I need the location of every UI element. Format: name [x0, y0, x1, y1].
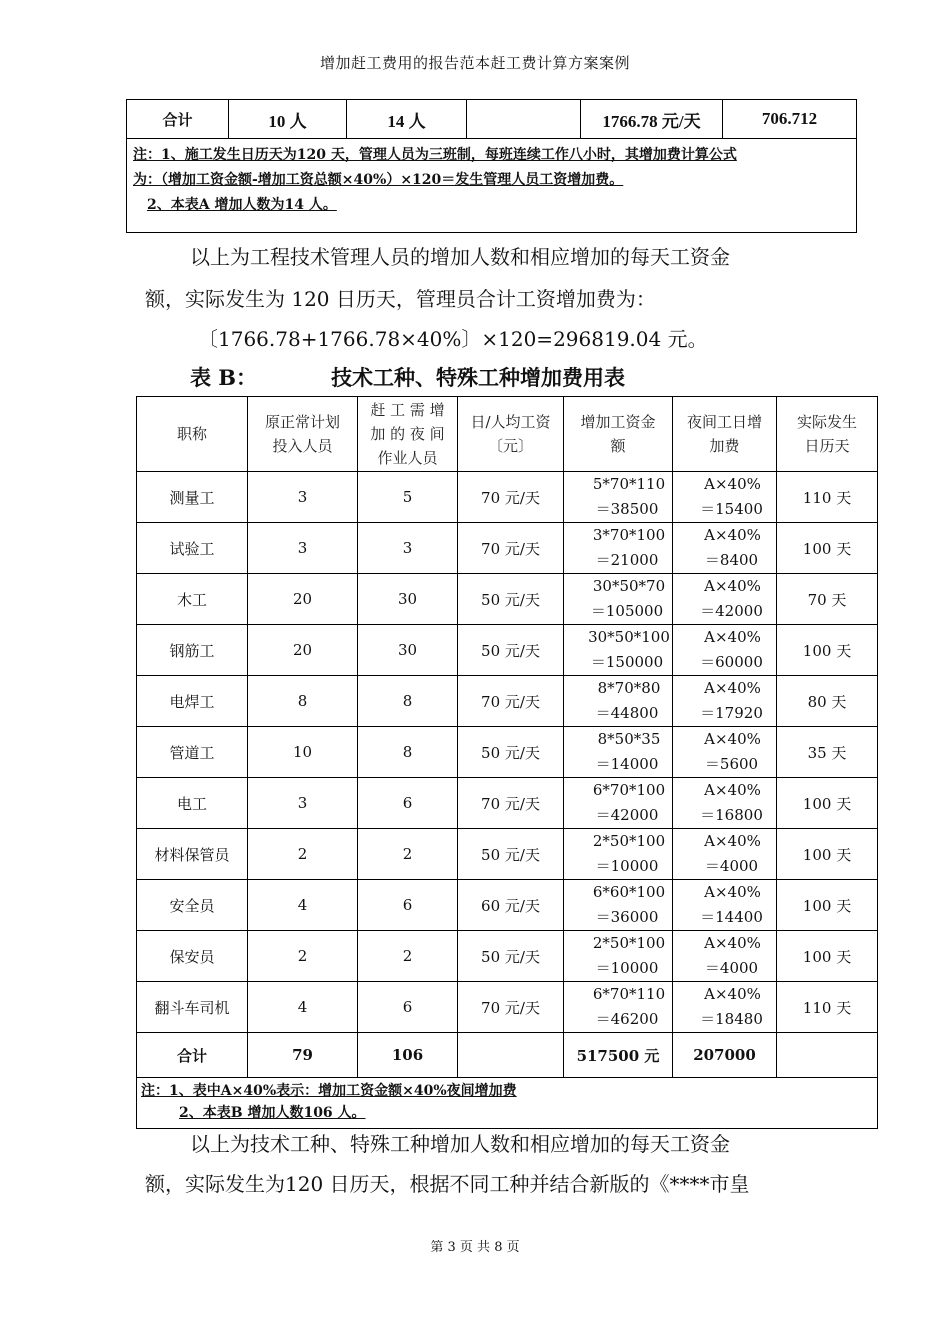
planned-cell — [248, 829, 358, 880]
table-a-total-cell — [467, 100, 581, 139]
daily-wage: 70 元/天 — [481, 692, 540, 711]
increase-cell — [564, 676, 673, 727]
header-text: 日历天 — [804, 437, 850, 455]
night-add-result: ＝60000 — [700, 653, 763, 671]
night-add-cell — [673, 931, 777, 982]
night-add-result: ＝16800 — [700, 806, 763, 824]
night-count: 8 — [402, 743, 413, 761]
increase-result: ＝10000 — [595, 857, 659, 875]
table-b-title-text: 技术工种、特殊工种增加费用表 — [331, 365, 626, 390]
table-a-note-line: 2、本表A 增加人数为14 人。 — [147, 197, 337, 213]
increase-result: ＝150000 — [590, 653, 664, 671]
actual-days: 110 天 — [802, 488, 852, 507]
table-b-header-row — [137, 397, 878, 472]
job-title-cell — [137, 982, 248, 1033]
night-add-formula: A×40% — [704, 526, 761, 544]
table-row — [137, 574, 878, 625]
paragraph-2-line: 以上为技术工种、特殊工种增加人数和相应增加的每天工资金 — [190, 1132, 730, 1156]
increase-cell — [564, 574, 673, 625]
job-title-cell — [137, 574, 248, 625]
increase-formula: 6*70*110 — [592, 985, 666, 1003]
table-b-header-cell — [358, 397, 458, 472]
night-count: 30 — [397, 641, 418, 659]
increase-result: ＝14000 — [595, 755, 659, 773]
job-title: 电工 — [176, 794, 207, 813]
night-count: 2 — [402, 947, 413, 965]
planned-cell — [248, 982, 358, 1033]
night-add-cell — [673, 982, 777, 1033]
header-text: 增加工资金 — [580, 413, 656, 431]
daily-wage: 50 元/天 — [481, 743, 540, 762]
table-row — [137, 880, 878, 931]
night-add-result: ＝15400 — [700, 500, 763, 518]
table-b-header-cell — [673, 397, 777, 472]
table-row — [137, 727, 878, 778]
table-row — [137, 472, 878, 523]
table-a-note-line: 注：1、施工发生日历天为120 天，管理人员为三班制，每班连续工作八小时，其增加费计算公式 — [133, 147, 737, 163]
total-value: 207000 — [693, 1046, 756, 1064]
actual-days: 100 天 — [802, 794, 852, 813]
total-cell — [564, 1033, 673, 1078]
total-value: 517500 元 — [576, 1046, 660, 1065]
actual-days: 110 天 — [802, 998, 852, 1017]
job-title: 试验工 — [169, 539, 215, 558]
header-text: 加 的 夜 间 — [370, 425, 445, 443]
job-title: 安全员 — [169, 896, 215, 915]
wage-cell — [458, 472, 564, 523]
wage-cell — [458, 880, 564, 931]
night-add-cell — [673, 574, 777, 625]
page-header: 增加赶工费用的报告范本赶工费计算方案案例 — [319, 54, 630, 72]
days-cell — [777, 523, 878, 574]
header-text: 日/人均工资 — [470, 413, 551, 431]
days-cell — [777, 931, 878, 982]
actual-days: 100 天 — [802, 539, 852, 558]
planned-cell — [248, 676, 358, 727]
table-row — [137, 982, 878, 1033]
planned-cell — [248, 523, 358, 574]
table-row — [137, 829, 878, 880]
increase-result: ＝46200 — [595, 1010, 659, 1028]
increase-cell — [564, 625, 673, 676]
night-add-result: ＝4000 — [704, 857, 759, 875]
table-a-total-cell: 706.712 — [723, 100, 857, 139]
night-add-cell — [673, 778, 777, 829]
job-title-cell — [137, 829, 248, 880]
planned-cell — [248, 778, 358, 829]
paragraph-1-line: 以上为工程技术管理人员的增加人数和相应增加的每天工资金 — [190, 245, 730, 269]
night-add-cell — [673, 625, 777, 676]
job-title: 测量工 — [169, 488, 215, 507]
increase-formula: 5*70*110 — [592, 475, 666, 493]
job-title: 保安员 — [169, 947, 215, 966]
increase-cell — [564, 829, 673, 880]
planned-count: 3 — [297, 539, 308, 557]
page-footer: 第 3 页 共 8 页 — [430, 1240, 520, 1255]
increase-cell — [564, 982, 673, 1033]
job-title: 翻斗车司机 — [154, 998, 230, 1017]
increase-result: ＝105000 — [590, 602, 664, 620]
night-cell — [358, 574, 458, 625]
job-title-cell — [137, 727, 248, 778]
total-cell — [673, 1033, 777, 1078]
table-b-notes — [137, 1078, 878, 1129]
total-cell — [358, 1033, 458, 1078]
table-row — [137, 523, 878, 574]
total-cell — [777, 1033, 878, 1078]
table-b-header-cell — [564, 397, 673, 472]
increase-formula: 6*70*100 — [592, 781, 666, 799]
planned-count: 4 — [297, 998, 308, 1016]
table-a-total-cell: 10 人 — [229, 100, 347, 139]
planned-cell — [248, 931, 358, 982]
job-title-cell — [137, 880, 248, 931]
increase-cell — [564, 727, 673, 778]
table-b-note-line: 2、本表B 增加人数106 人。 — [179, 1105, 366, 1121]
table-b-header-cell — [777, 397, 878, 472]
increase-result: ＝44800 — [595, 704, 659, 722]
header-text: 加费 — [709, 437, 740, 455]
table-b-total-row — [137, 1033, 878, 1078]
paragraph-2-line: 额，实际发生为120 日历天，根据不同工种并结合新版的《****市皇 — [145, 1172, 750, 1196]
wage-cell — [458, 727, 564, 778]
header-text: 职称 — [176, 425, 207, 443]
table-b-header-cell — [137, 397, 248, 472]
total-value: 合计 — [176, 1046, 207, 1065]
planned-cell — [248, 574, 358, 625]
night-cell — [358, 472, 458, 523]
night-count: 3 — [402, 539, 413, 557]
table-row — [137, 931, 878, 982]
wage-cell — [458, 523, 564, 574]
increase-formula: 30*50*100 — [588, 628, 670, 646]
table-a-total-cell: 1766.78 元/天 — [581, 100, 723, 139]
night-add-formula: A×40% — [704, 475, 761, 493]
daily-wage: 70 元/天 — [481, 488, 540, 507]
days-cell — [777, 676, 878, 727]
total-cell — [248, 1033, 358, 1078]
night-add-result: ＝18480 — [700, 1010, 763, 1028]
days-cell — [777, 982, 878, 1033]
job-title-cell — [137, 931, 248, 982]
table-b — [136, 396, 878, 1129]
days-cell — [777, 625, 878, 676]
actual-days: 80 天 — [807, 692, 847, 711]
planned-count: 8 — [297, 692, 308, 710]
daily-wage: 70 元/天 — [481, 794, 540, 813]
daily-wage: 60 元/天 — [481, 896, 540, 915]
night-add-cell — [673, 676, 777, 727]
night-cell — [358, 829, 458, 880]
increase-formula: 2*50*100 — [592, 832, 666, 850]
table-a-note-line: 为：（增加工资金额-增加工资总额×40%）×120＝发生管理人员工资增加费。 — [133, 172, 624, 188]
increase-cell — [564, 778, 673, 829]
job-title: 木工 — [176, 590, 207, 609]
wage-cell — [458, 931, 564, 982]
night-add-formula: A×40% — [704, 832, 761, 850]
wage-cell — [458, 829, 564, 880]
night-add-formula: A×40% — [704, 679, 761, 697]
job-title-cell — [137, 472, 248, 523]
actual-days: 100 天 — [802, 896, 852, 915]
planned-count: 10 — [292, 743, 313, 761]
planned-cell — [248, 727, 358, 778]
days-cell — [777, 574, 878, 625]
table-a-total-cell: 14 人 — [347, 100, 467, 139]
daily-wage: 70 元/天 — [481, 539, 540, 558]
increase-result: ＝42000 — [595, 806, 659, 824]
table-row — [137, 625, 878, 676]
night-count: 6 — [402, 794, 413, 812]
table-a — [126, 99, 857, 233]
daily-wage: 50 元/天 — [481, 641, 540, 660]
total-value: 106 — [391, 1046, 424, 1064]
increase-cell — [564, 880, 673, 931]
night-add-cell — [673, 880, 777, 931]
night-cell — [358, 931, 458, 982]
increase-formula: 2*50*100 — [592, 934, 666, 952]
increase-cell — [564, 523, 673, 574]
night-add-formula: A×40% — [704, 628, 761, 646]
planned-count: 2 — [297, 947, 308, 965]
wage-cell — [458, 676, 564, 727]
night-count: 5 — [402, 488, 413, 506]
increase-cell — [564, 472, 673, 523]
wage-cell — [458, 778, 564, 829]
increase-result: ＝10000 — [595, 959, 659, 977]
night-count: 8 — [402, 692, 413, 710]
table-a-total-row — [127, 100, 857, 139]
night-count: 6 — [402, 896, 413, 914]
night-add-cell — [673, 829, 777, 880]
total-cell — [458, 1033, 564, 1078]
night-cell — [358, 625, 458, 676]
night-add-formula: A×40% — [704, 985, 761, 1003]
night-cell — [358, 727, 458, 778]
increase-formula: 3*70*100 — [592, 526, 666, 544]
increase-result: ＝36000 — [595, 908, 659, 926]
header-text: 作业人员 — [377, 449, 438, 467]
daily-wage: 50 元/天 — [481, 590, 540, 609]
table-row — [137, 778, 878, 829]
job-title: 管道工 — [169, 743, 215, 762]
daily-wage: 50 元/天 — [481, 845, 540, 864]
total-value: 79 — [292, 1046, 313, 1064]
days-cell — [777, 778, 878, 829]
days-cell — [777, 472, 878, 523]
increase-result: ＝38500 — [595, 500, 659, 518]
planned-count: 3 — [297, 488, 308, 506]
table-b-note-row — [137, 1078, 878, 1129]
night-cell — [358, 523, 458, 574]
wage-cell — [458, 574, 564, 625]
table-b-note-line: 注：1、表中A×40%表示：增加工资金额×40%夜间增加费 — [141, 1083, 517, 1099]
table-a-total-label: 合计 — [127, 100, 229, 139]
actual-days: 70 天 — [807, 590, 847, 609]
job-title: 材料保管员 — [154, 845, 230, 864]
planned-count: 3 — [297, 794, 308, 812]
planned-cell — [248, 880, 358, 931]
night-cell — [358, 982, 458, 1033]
paragraph-1-line: 额，实际发生为 120 日历天，管理员合计工资增加费为： — [145, 287, 656, 311]
planned-cell — [248, 472, 358, 523]
night-add-result: ＝8400 — [704, 551, 759, 569]
night-add-cell — [673, 523, 777, 574]
job-title: 电焊工 — [169, 692, 215, 711]
actual-days: 35 天 — [807, 743, 847, 762]
night-add-formula: A×40% — [704, 781, 761, 799]
table-b-header-cell — [458, 397, 564, 472]
table-b-title-label: 表 B： — [190, 365, 258, 390]
night-add-result: ＝17920 — [700, 704, 763, 722]
header-text: 额 — [610, 437, 626, 455]
night-count: 6 — [402, 998, 413, 1016]
increase-formula: 6*60*100 — [592, 883, 666, 901]
night-add-result: ＝14400 — [700, 908, 763, 926]
night-add-formula: A×40% — [704, 577, 761, 595]
job-title-cell — [137, 778, 248, 829]
night-add-formula: A×40% — [704, 883, 761, 901]
wage-cell — [458, 982, 564, 1033]
days-cell — [777, 829, 878, 880]
night-cell — [358, 778, 458, 829]
night-add-result: ＝42000 — [700, 602, 763, 620]
increase-formula: 8*70*80 — [597, 679, 661, 697]
days-cell — [777, 880, 878, 931]
table-b-header-cell — [248, 397, 358, 472]
daily-wage: 70 元/天 — [481, 998, 540, 1017]
planned-count: 20 — [292, 590, 313, 608]
header-text: 实际发生 — [796, 413, 857, 431]
planned-count: 4 — [297, 896, 308, 914]
planned-count: 2 — [297, 845, 308, 863]
night-cell — [358, 880, 458, 931]
planned-count: 20 — [292, 641, 313, 659]
table-a-note-row — [127, 139, 857, 233]
wage-cell — [458, 625, 564, 676]
increase-formula: 30*50*70 — [592, 577, 666, 595]
job-title-cell — [137, 523, 248, 574]
night-add-result: ＝5600 — [704, 755, 759, 773]
increase-result: ＝21000 — [595, 551, 659, 569]
actual-days: 100 天 — [802, 845, 852, 864]
actual-days: 100 天 — [802, 641, 852, 660]
night-add-formula: A×40% — [704, 730, 761, 748]
days-cell — [777, 727, 878, 778]
header-text: 夜间工日增 — [686, 413, 762, 431]
night-cell — [358, 676, 458, 727]
job-title-cell — [137, 625, 248, 676]
increase-cell — [564, 931, 673, 982]
night-add-formula: A×40% — [704, 934, 761, 952]
job-title: 钢筋工 — [169, 641, 215, 660]
header-text: 投入人员 — [272, 437, 333, 455]
header-text: 原正常计划 — [264, 413, 340, 431]
header-text: 〔元〕 — [487, 437, 533, 455]
header-text: 赶 工 需 增 — [370, 401, 445, 419]
night-add-result: ＝4000 — [704, 959, 759, 977]
table-a-notes — [127, 139, 857, 233]
table-b-title — [190, 362, 625, 392]
increase-formula: 8*50*35 — [597, 730, 661, 748]
total-cell — [137, 1033, 248, 1078]
night-add-cell — [673, 472, 777, 523]
paragraph-1-line: 〔1766.78+1766.78×40%〕×120=296819.04 元。 — [198, 327, 708, 351]
table-row — [137, 676, 878, 727]
night-count: 30 — [397, 590, 418, 608]
planned-cell — [248, 625, 358, 676]
night-add-cell — [673, 727, 777, 778]
night-count: 2 — [402, 845, 413, 863]
job-title-cell — [137, 676, 248, 727]
daily-wage: 50 元/天 — [481, 947, 540, 966]
actual-days: 100 天 — [802, 947, 852, 966]
